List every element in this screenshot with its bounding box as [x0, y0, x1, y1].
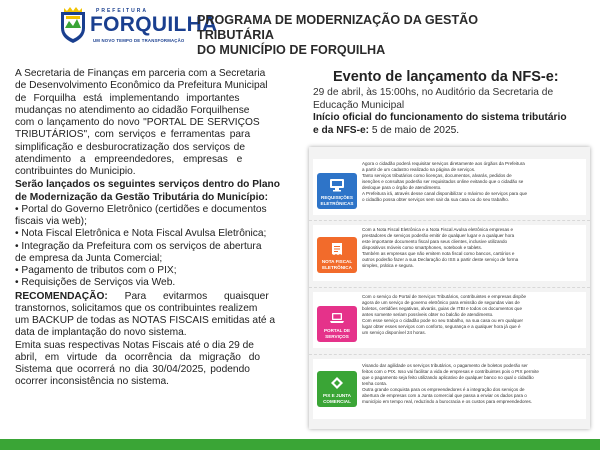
laptop-icon	[329, 311, 345, 325]
service-line: este importante documento fiscal para seus clientes, inclusive utilizando	[362, 239, 508, 245]
service-line: Outra grande conquista para os empreendedores é a integração dos serviços de	[362, 387, 525, 393]
service-chip-label: PIX E JUNTA COMERCIAL	[323, 393, 351, 404]
services-list-item: de empresa da Junta Comercial;	[15, 252, 163, 264]
pix-icon	[329, 376, 345, 390]
service-line: Com esse serviço o cidadão pode no seu trabalho, na sua casa ou em qualquer	[362, 318, 524, 324]
city-crest-icon	[58, 6, 88, 44]
service-description	[362, 227, 582, 269]
service-line: desloque para o órgão de atendimento.	[362, 185, 442, 191]
service-line: que o pagamento seja feito utilizando aplicativo de qualquer banco no qual o cidadão	[362, 375, 534, 381]
service-line: lugar obter esses serviços com conforto, segurança e a qualquer hora já que é	[362, 324, 521, 330]
services-list	[15, 204, 301, 290]
service-chip	[317, 371, 357, 407]
recommendation-line: abril, em virtude da ocorrência da migração do	[15, 351, 261, 363]
card-divider	[309, 354, 590, 355]
service-line: abertura de empresas com a Junta comercial que passa a enviar os dados para o	[362, 393, 527, 399]
service-line: boletos, certidões negativas, alvarás, guias de ITBI e todos os documentos que	[362, 306, 522, 312]
services-list-item: fiscais via web);	[15, 216, 87, 227]
service-description	[362, 294, 582, 336]
service-chip-label: REQUISIÇÕES ELETRÔNICAS	[320, 195, 354, 206]
service-line: isenções e consultas poderão ser requisitados online evitando que o cidadão se	[362, 179, 524, 185]
start-info	[313, 112, 593, 137]
start-date: 5 de maio de 2025.	[369, 124, 460, 136]
recommendation-line: transtornos, solicitamos que os contribuintes realizem	[15, 302, 258, 314]
recommendation-line: Emita suas respectivas Notas Fiscais até o dia 29 de	[15, 339, 254, 351]
intro-line: mudanças no atendimento ao cidadão Forquilhense	[15, 104, 250, 116]
services-list-item: • Nota Fiscal Eletrônica e Nota Fiscal Avulsa Eletrônica;	[15, 228, 267, 240]
service-chip-label: PORTAL DE SERVIÇOS	[323, 328, 351, 339]
intro-line: atendimento a empreendedores, empresas e	[15, 153, 243, 165]
service-line: o cidadão possa obter serviços sem sair da sua casa ou do seu trabalho.	[362, 197, 510, 203]
service-line: Agora o cidadão poderá requisitar serviços diretamente aos órgãos da Prefeitura	[362, 161, 525, 166]
service-line: outros poderão fazer a sua Declaração do ISS a partir deste serviço de forma	[362, 257, 519, 263]
services-heading-line: de Modernização da Gestão Tributária do Município:	[15, 191, 269, 203]
recommendation-line: um BACKUP de todas as NOTAS FISCAIS emitidas até a	[15, 315, 276, 326]
service-line: tenha conta.	[362, 381, 388, 387]
card-divider	[309, 287, 590, 288]
services-list-item: • Portal do Governo Eletrônico (certidões e documentos	[15, 203, 267, 215]
left-column	[15, 68, 301, 389]
services-flyer	[309, 147, 590, 429]
event-details	[313, 87, 593, 112]
service-line: Com a Nota Fiscal Eletrônica e a Nota Fiscal Avulsa eletrônica empresas e	[362, 227, 514, 232]
service-card	[313, 225, 586, 281]
page-title	[197, 13, 527, 58]
service-line: feitos com o PIX. Isso vai facilitar a vida de empresas e contribuintes pois o PIX permite	[362, 369, 539, 375]
service-chip	[317, 173, 357, 209]
service-card	[313, 292, 586, 348]
service-line: Visando dar agilidade os serviços tributários, o pagamento de boletos poderão ser	[362, 363, 528, 368]
card-divider	[309, 220, 590, 221]
event-section	[313, 68, 593, 137]
recommendation-first-text: Para evitarmos quaisquer	[107, 290, 269, 302]
prefeitura-logo	[58, 6, 218, 48]
service-line: prestadores de serviços poderão emitir de qualquer lugar e a qualquer hora	[362, 233, 515, 239]
services-heading	[15, 179, 301, 204]
service-card	[313, 159, 586, 215]
service-line: agora de um serviço de governo eletrônico para emissão de segundas vias de	[362, 300, 520, 306]
event-detail-line: Educação Municipal	[313, 99, 405, 111]
service-description	[362, 161, 582, 203]
service-line: Tanto serviços tributários como licenças, documentos, alvarás, pedidos de	[362, 173, 512, 179]
event-title: Evento de lançamento da NFS-e:	[333, 69, 559, 85]
service-line: a partir de um cadastro realizado na página de serviços.	[362, 167, 476, 173]
services-list-item: • Integração da Prefeitura com os serviços de abertura	[15, 240, 262, 252]
logo-city-name: FORQUILHA	[90, 13, 218, 36]
footer-bar	[0, 439, 600, 450]
intro-line: TRIBUTÁRIOS", com serviços e ferramentas para	[15, 129, 251, 141]
recommendation-paragraph	[15, 291, 301, 389]
intro-paragraph	[15, 68, 301, 178]
service-card	[313, 359, 586, 419]
service-line: antes somente seriam possíveis obter no balcão de atendimento.	[362, 312, 494, 318]
service-line: município em tempo real, reduzindo a burocracia e os custos para empreendedores.	[362, 399, 533, 405]
page-title-line: PROGRAMA DE MODERNIZAÇÃO DA GESTÃO TRIBUTÁRIA	[197, 13, 479, 42]
service-chip-label: NOTA FISCAL ELETRÔNICA	[321, 259, 353, 270]
intro-line: de Forquilha está implementando importantes	[15, 92, 240, 104]
intro-line: contribuintes do Municipio.	[15, 166, 136, 177]
logo-slogan: UM NOVO TEMPO DE TRANSFORMAÇÃO	[93, 38, 185, 43]
service-line: um serviço disponível 24 horas.	[362, 330, 426, 336]
service-chip	[317, 306, 357, 342]
recommendation-label: RECOMENDAÇÃO:	[15, 290, 108, 302]
services-heading-line: Serão lançados os seguintes serviços dentro do Plano	[15, 179, 280, 191]
invoice-icon	[329, 242, 345, 256]
service-line: A Prefeitura irá, através desse canal disponibilizar o máximo de serviços para que	[362, 191, 528, 197]
start-label-line: Início oficial do funcionamento do sistema tributário	[313, 112, 567, 123]
logo-prefeitura-text: PREFEITURA	[96, 8, 148, 14]
intro-line: de Desenvolvimento Econômico da Prefeitura Municipal	[15, 80, 268, 92]
service-line: Com o serviço do Portal de Serviços Tributários, contribuintes e empresas dispõe	[362, 294, 527, 299]
recommendation-line	[15, 291, 301, 303]
recommendation-line: data de implantação do novo sistema.	[15, 327, 187, 339]
recommendation-line: ocorrer inconsistência no sistema.	[15, 376, 170, 388]
services-list-item: • Requisições de Serviços via Web.	[15, 277, 176, 289]
service-chip	[317, 237, 357, 273]
service-description	[362, 363, 582, 405]
services-list-item: • Pagamento de tributos com o PIX;	[15, 265, 177, 276]
intro-line: simplificação e desburocratização dos serviços de	[15, 141, 245, 153]
service-line: dispositivos móveis como smartphones, notebook e tablets.	[362, 245, 483, 251]
start-label-line: e da NFS-e:	[313, 124, 370, 136]
page-title-line: DO MUNICÍPIO DE FORQUILHA	[197, 43, 386, 57]
monitor-icon	[329, 178, 345, 192]
event-detail-line: 29 de abril, às 15:00hs, no Auditório da Secretaria de	[313, 87, 554, 98]
intro-line: A Secretaria de Finanças em parceria com a Secretaria	[15, 68, 266, 79]
recommendation-line: Sistema que ocorrerá no dia 30/04/2025, podendo	[15, 364, 250, 375]
intro-line: com o lançamento do novo "PORTAL DE SERVIÇOS	[15, 117, 260, 128]
service-line: simples, prática e segura.	[362, 263, 414, 269]
service-line: Também as empresas que não emitem nota fiscal como bancos, cartórios e	[362, 251, 515, 257]
